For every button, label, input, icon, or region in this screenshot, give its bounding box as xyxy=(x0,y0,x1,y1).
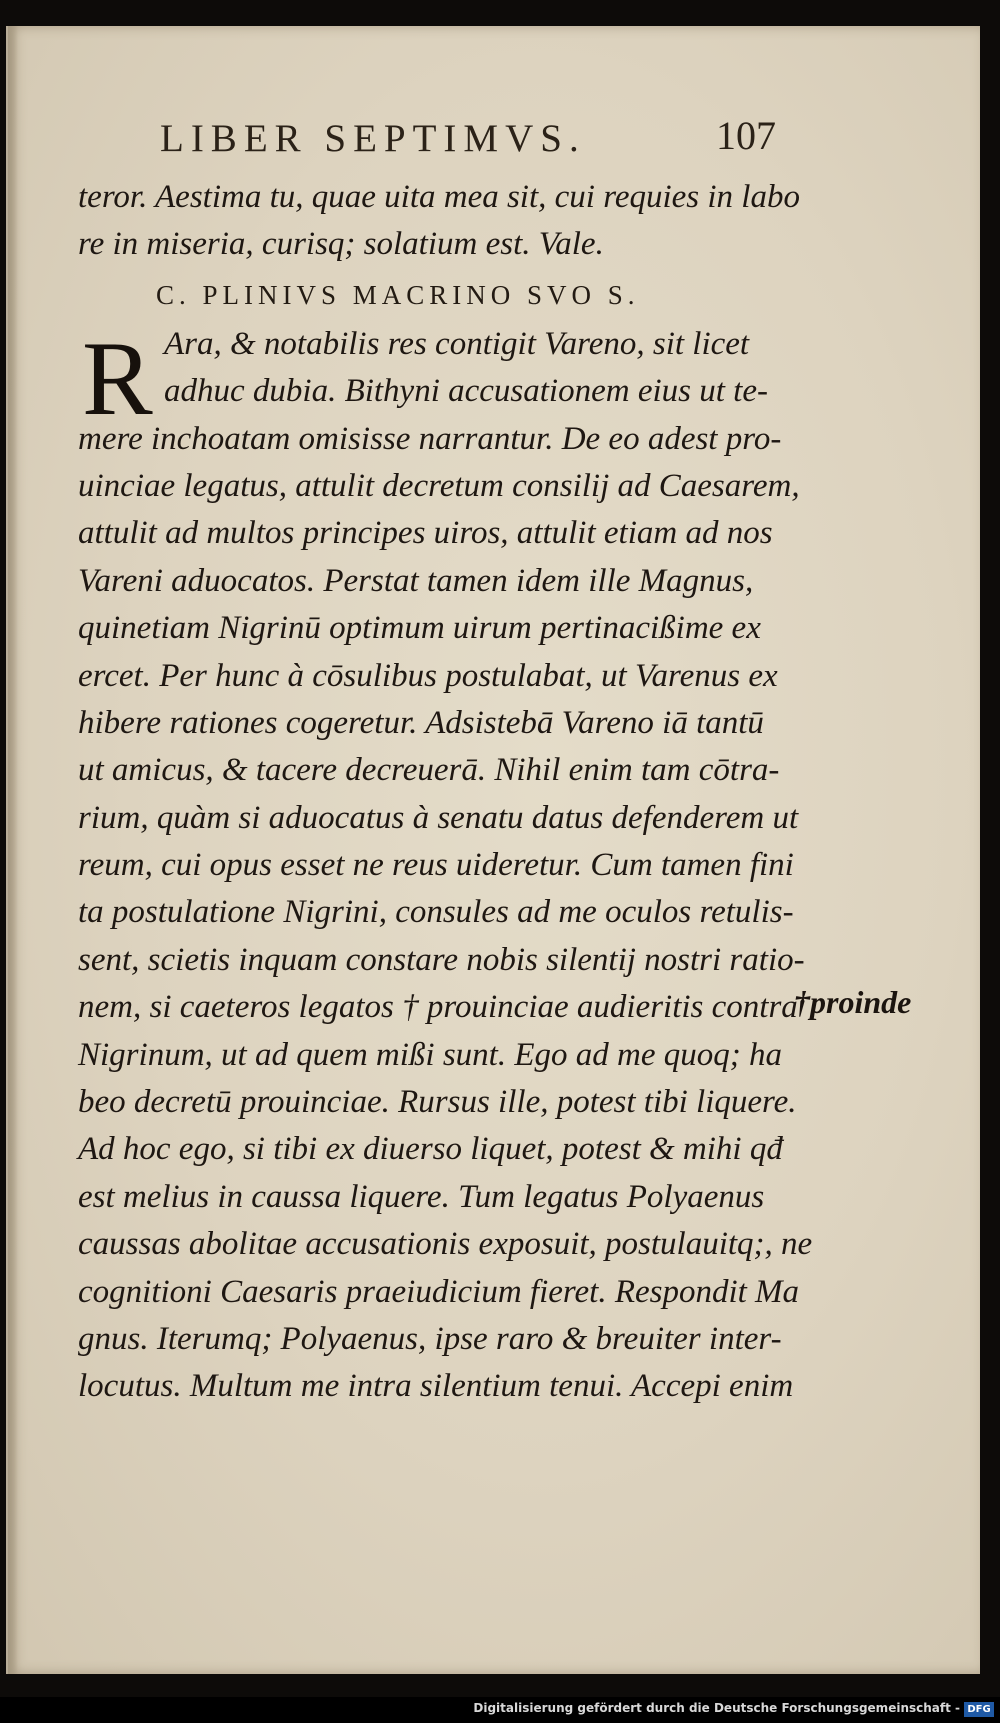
text-line: Ad hoc ego, si tibi ex diuerso liquet, potest & mihi qđ xyxy=(78,1131,783,1168)
text-line: caussas abolitae accusationis exposuit, postulauitq;, ne xyxy=(78,1226,813,1263)
text-line: locutus. Multum me intra silentium tenui. Accepi enim xyxy=(78,1368,794,1405)
text-line: teror. Aestima tu, quae uita mea sit, cui requies in labo xyxy=(78,179,800,215)
digitization-footer xyxy=(0,1697,1000,1723)
text-line: attulit ad multos principes uiros, attulit etiam ad nos xyxy=(78,515,773,552)
page-number: 107 xyxy=(716,113,776,158)
running-title: LIBER SEPTIMVS. xyxy=(160,117,586,160)
text-line: sent, scietis inquam constare nobis silentij nostri ratio- xyxy=(78,941,805,978)
text-line: gnus. Iterumq; Polyaenus, ipse raro & breuiter inter- xyxy=(78,1320,782,1357)
marginal-note: †proinde xyxy=(794,984,912,1020)
text-line: Vareni aduocatos. Perstat tamen idem ille Magnus, xyxy=(78,562,754,599)
letter-heading: C. PLINIVS MACRINO SVO S. xyxy=(156,279,640,310)
text-line: re in miseria, curisq; solatium est. Vale. xyxy=(78,226,604,263)
dfg-logo: DFG xyxy=(964,1702,994,1717)
text-line: ercet. Per hunc à cōsulibus postulabat, ut Varenus ex xyxy=(78,657,778,694)
text-line: ut amicus, & tacere decreuerā. Nihil enim tam cōtra- xyxy=(78,752,780,789)
main-text-block xyxy=(78,174,813,1411)
book-page xyxy=(6,26,980,1674)
drop-initial: R xyxy=(82,319,153,437)
text-line: rium, quàm si aduocatus à senatu datus defenderem ut xyxy=(78,799,799,836)
text-line: mere inchoatam omisisse narrantur. De eo adest pro- xyxy=(78,420,782,457)
text-line: ta postulatione Nigrini, consules ad me oculos retulis- xyxy=(78,894,794,931)
text-line: est melius in caussa liquere. Tum legatus Polyaenus xyxy=(78,1178,765,1215)
text-line: reum, cui opus esset ne reus uideretur. Cum tamen fini xyxy=(78,847,794,884)
text-line: adhuc dubia. Bithyni accusationem eius ut te- xyxy=(164,373,768,410)
text-line: quinetiam Nigrinū optimum uirum pertinacißime ex xyxy=(78,610,761,647)
funding-credit: Digitalisierung gefördert durch die Deutsche Forschungsgemeinschaft - xyxy=(473,1701,960,1715)
text-line: hibere rationes cogeretur. Adsistebā Vareno iā tantū xyxy=(78,704,764,741)
opening-paragraph xyxy=(78,319,778,437)
text-line: cognitioni Caesaris praeiudicium fieret. Respondit Ma xyxy=(78,1273,800,1310)
text-line: uinciae legatus, attulit decretum consilij ad Caesarem, xyxy=(78,467,800,504)
text-line: beo decretū prouinciae. Rursus ille, potest tibi liquere. xyxy=(78,1084,797,1121)
text-line: Nigrinum, ut ad quem mißi sunt. Ego ad me quoq; ha xyxy=(78,1036,782,1073)
text-line: nem, si caeteros legatos † prouinciae audieritis contra xyxy=(78,989,798,1026)
page-gutter-shadow xyxy=(8,26,18,1674)
page-header xyxy=(148,104,788,164)
text-line: Ara, & notabilis res contigit Vareno, sit licet xyxy=(164,325,750,362)
